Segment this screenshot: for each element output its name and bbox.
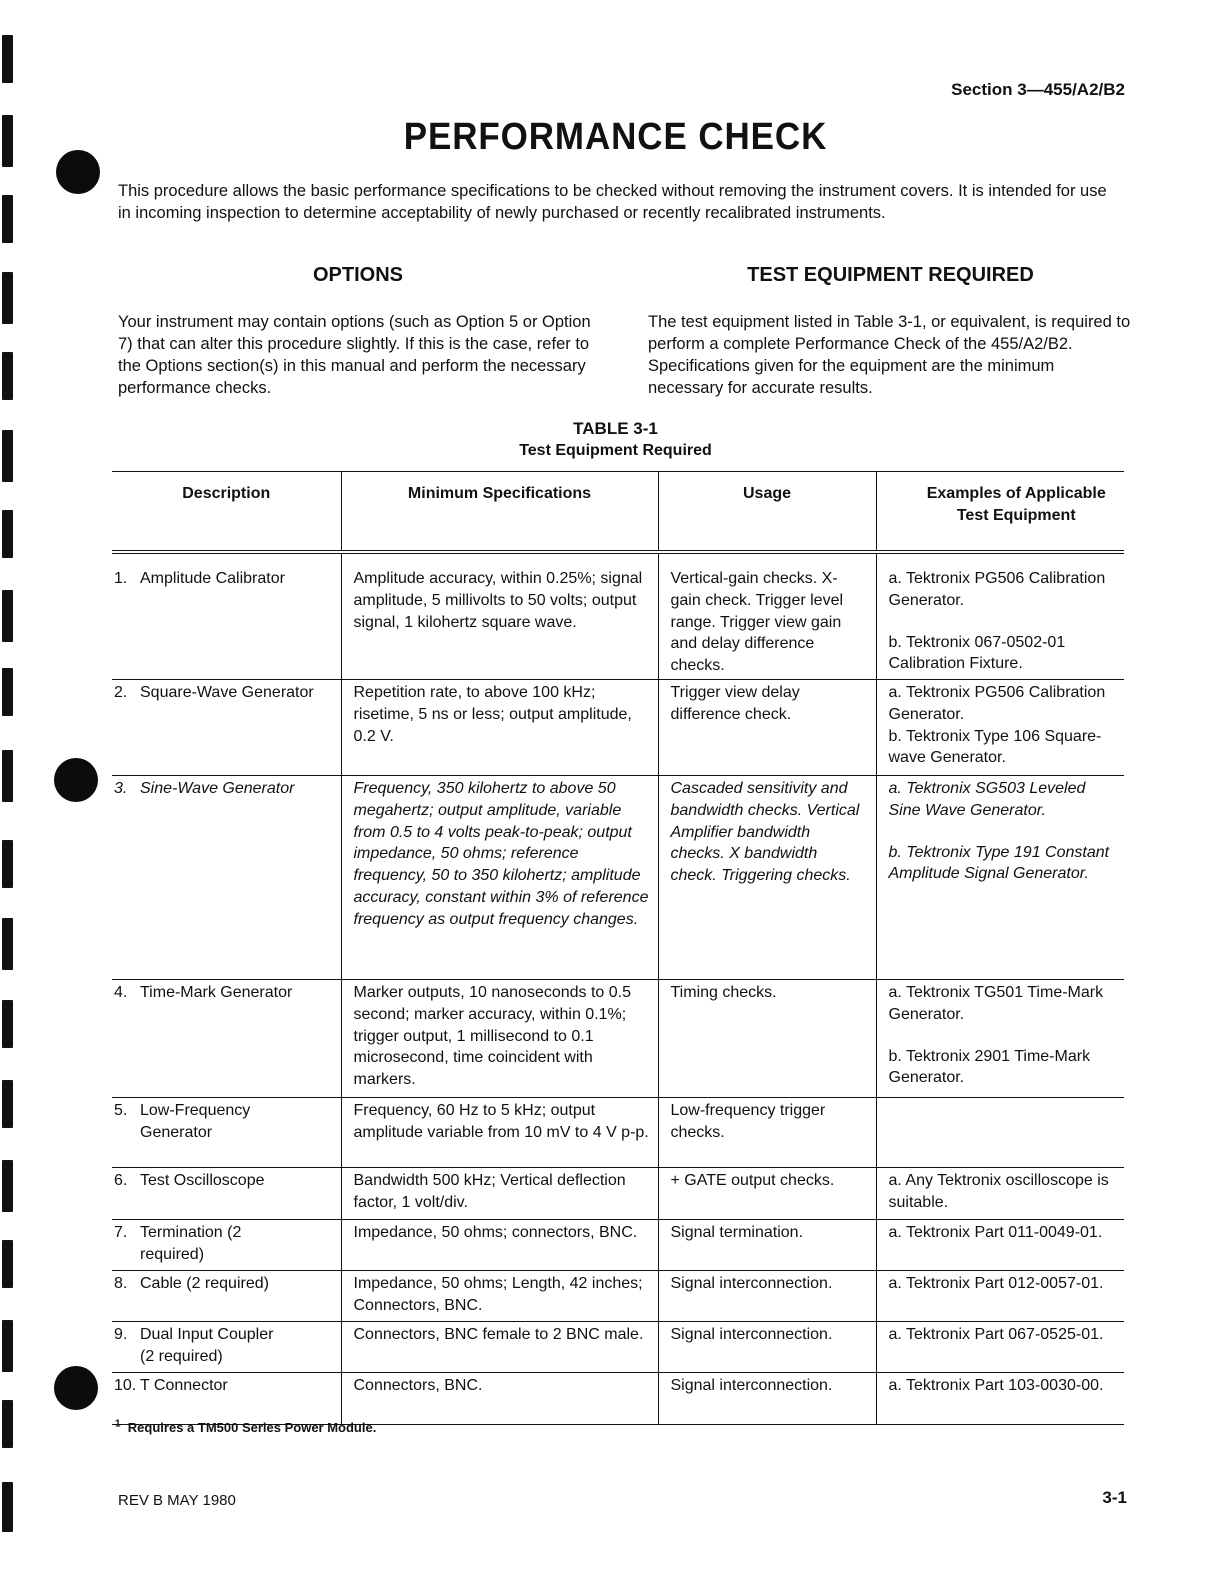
- cell-description: [112, 1270, 341, 1321]
- cell-specifications: Amplitude accuracy, within 0.25%; signal amplitude, 5 millivolts to 50 volts; output signal, 1 kilohertz square wave.: [341, 566, 658, 679]
- example-item: b. Tektronix 2901 Time-Mark Generator.: [888, 1047, 1091, 1087]
- row-number: 2.: [114, 683, 128, 701]
- cell-usage: Vertical-gain checks. X-gain check. Trigger level range. Trigger view gain and delay difference checks.: [658, 566, 876, 679]
- cell-specifications: Connectors, BNC female to 2 BNC male.: [341, 1321, 658, 1372]
- example-item: b. Tektronix Type 191 Constant Amplitude Signal Generator.: [888, 843, 1110, 883]
- example-item: a. Tektronix Part 012-0057-01.: [888, 1274, 1104, 1292]
- row-number: 8.: [114, 1274, 128, 1292]
- table-row: [112, 1219, 1124, 1270]
- description-text: Low-Frequency: [140, 1101, 251, 1119]
- example-item: a. Tektronix Part 067-0525-01.: [888, 1325, 1104, 1343]
- table-caption: Test Equipment Required: [519, 442, 712, 459]
- description-text: Dual Input Coupler: [140, 1325, 274, 1343]
- cell-specifications: Bandwidth 500 kHz; Vertical deflection factor, 1 volt/div.: [341, 1167, 658, 1219]
- cell-usage: Signal termination.: [658, 1219, 876, 1270]
- cell-examples: [876, 1321, 1124, 1372]
- cell-examples: [876, 1097, 1124, 1167]
- example-item: a. Tektronix TG501 Time-Mark Generator.: [888, 983, 1104, 1023]
- cell-usage: Signal interconnection.: [658, 1372, 876, 1424]
- row-number: 10.: [114, 1376, 137, 1394]
- cell-usage: Signal interconnection.: [658, 1270, 876, 1321]
- table-row: [112, 1270, 1124, 1321]
- description-text: Termination (2: [140, 1223, 242, 1241]
- example-item: a. Any Tektronix oscilloscope is suitable.: [888, 1171, 1109, 1211]
- table-row: [112, 1321, 1124, 1372]
- cell-description: [112, 1372, 341, 1424]
- row-number: 1.: [114, 570, 128, 587]
- test-equipment-table: [112, 471, 1124, 1425]
- punch-hole: [54, 1366, 98, 1410]
- intro-paragraph: This procedure allows the basic performance specifications to be checked without removing the instrument covers. It is intended for use in incoming inspection to determine acceptability of newly purchased or recently recalibrated instruments.: [118, 182, 1107, 222]
- cell-usage: Timing checks.: [658, 979, 876, 1097]
- cell-examples: [876, 979, 1124, 1097]
- example-item: a. Tektronix PG506 Calibration Generator.: [888, 683, 1106, 723]
- example-item: b. Tektronix 067-0502-01 Calibration Fixture.: [888, 633, 1066, 673]
- row-number: 3.: [114, 779, 128, 797]
- description-text-cont: (2 required): [140, 1347, 223, 1365]
- cell-description: [112, 1321, 341, 1372]
- description-text: Sine-Wave Generator: [140, 779, 295, 797]
- cell-usage: Trigger view delay difference check.: [658, 679, 876, 775]
- example-item: a. Tektronix Part 103-0030-00.: [888, 1376, 1104, 1394]
- punch-hole: [54, 758, 98, 802]
- table-row: [112, 679, 1124, 775]
- description-text: T Connector: [140, 1376, 228, 1394]
- description-text-cont: required): [140, 1245, 205, 1263]
- table-header-row: [112, 472, 1124, 553]
- header-usage: Usage: [658, 472, 876, 553]
- cell-description: [112, 979, 341, 1097]
- example-item: a. Tektronix Part 011-0049-01.: [888, 1223, 1103, 1241]
- cell-usage: Signal interconnection.: [658, 1321, 876, 1372]
- cell-examples: [876, 1219, 1124, 1270]
- table-row: [112, 1372, 1124, 1424]
- row-number: 5.: [114, 1101, 128, 1119]
- table-row: [112, 1167, 1124, 1219]
- cell-specifications: Impedance, 50 ohms; connectors, BNC.: [341, 1219, 658, 1270]
- example-item: a. Tektronix SG503 Leveled Sine Wave Generator.: [888, 779, 1086, 819]
- cell-specifications: Frequency, 60 Hz to 5 kHz; output amplitude variable from 10 mV to 4 V p-p.: [341, 1097, 658, 1167]
- cell-examples: [876, 566, 1124, 679]
- cell-examples: [876, 1167, 1124, 1219]
- test-equipment-paragraph: The test equipment listed in Table 3-1, or equivalent, is required to perform a complete Performance Check of the 455/A2/B2. Specifications given for the equipment are the minimum necessary for accurate results.: [648, 313, 1131, 397]
- cell-description: [112, 1219, 341, 1270]
- table-row: [112, 566, 1124, 679]
- description-text: Time-Mark Generator: [140, 983, 293, 1001]
- description-text: Test Oscilloscope: [140, 1171, 265, 1189]
- table-row: [112, 979, 1124, 1097]
- cell-usage: + GATE output checks.: [658, 1167, 876, 1219]
- row-number: 6.: [114, 1171, 128, 1189]
- cell-description: [112, 679, 341, 775]
- cell-examples: [876, 679, 1124, 775]
- cell-description: [112, 775, 341, 979]
- options-heading: OPTIONS: [312, 264, 403, 286]
- row-number: 4.: [114, 983, 128, 1001]
- header-description: Description: [112, 472, 341, 553]
- cell-specifications: Marker outputs, 10 nanoseconds to 0.5 second; marker accuracy, within 0.1%; trigger output, 1 millisecond to 0.1 microsecond, time coincident with markers.: [341, 979, 658, 1097]
- header-examples: Examples of Applicable Test Equipment: [876, 472, 1124, 553]
- footnote: [115, 1420, 376, 1435]
- table-row: [112, 1097, 1124, 1167]
- description-text: Cable (2 required): [140, 1274, 269, 1292]
- description-text-cont: Generator: [140, 1123, 213, 1141]
- cell-specifications: Repetition rate, to above 100 kHz; risetime, 5 ns or less; output amplitude, 0.2 V.: [341, 679, 658, 775]
- test-equipment-heading: TEST EQUIPMENT REQUIRED: [747, 264, 1034, 286]
- row-number: 7.: [114, 1223, 128, 1241]
- cell-examples: [876, 1372, 1124, 1424]
- cell-specifications: Impedance, 50 ohms; Length, 42 inches; Connectors, BNC.: [341, 1270, 658, 1321]
- cell-usage: Cascaded sensitivity and bandwidth checks. Vertical Amplifier bandwidth checks. X bandwidth check. Triggering checks.: [658, 775, 876, 979]
- cell-specifications: Frequency, 350 kilohertz to above 50 megahertz; output amplitude, variable from 0.5 to 4 volts peak-to-peak; output impedance, 50 ohms; reference frequency, 50 to 350 kilohertz; amplitude accuracy, constant within 3% of reference frequency as output frequency changes.: [341, 775, 658, 979]
- description-text: Amplitude Calibrator: [140, 570, 285, 587]
- cell-usage: Low-frequency trigger checks.: [658, 1097, 876, 1167]
- revision-date: REV B MAY 1980: [118, 1492, 236, 1509]
- cell-examples: [876, 775, 1124, 979]
- cell-examples: [876, 1270, 1124, 1321]
- example-item: a. Tektronix PG506 Calibration Generator.: [888, 570, 1106, 609]
- description-text: Square-Wave Generator: [140, 683, 314, 701]
- binder-margin-marks: [0, 0, 20, 1578]
- section-label: Section 3—455/A2/B2: [951, 80, 1125, 99]
- header-minimum-specifications: Minimum Specifications: [341, 472, 658, 553]
- cell-description: [112, 566, 341, 679]
- table-row: [112, 775, 1124, 979]
- page-number: 3-1: [1102, 1488, 1127, 1507]
- page-title: PERFORMANCE CHECK: [403, 116, 828, 158]
- options-paragraph: Your instrument may contain options (such as Option 5 or Option 7) that can alter this procedure slightly. If this is the case, refer to the Options section(s) in this manual and perform the necessary performance checks.: [118, 313, 591, 397]
- footnote-text: Requires a TM500 Series Power Module.: [127, 1420, 377, 1435]
- footnote-mark: 1: [115, 1418, 121, 1430]
- row-number: 9.: [114, 1325, 128, 1343]
- cell-specifications: Connectors, BNC.: [341, 1372, 658, 1424]
- example-item: b. Tektronix Type 106 Square-wave Generator.: [888, 727, 1102, 767]
- cell-description: [112, 1097, 341, 1167]
- table-label: TABLE 3-1: [573, 419, 658, 438]
- cell-description: [112, 1167, 341, 1219]
